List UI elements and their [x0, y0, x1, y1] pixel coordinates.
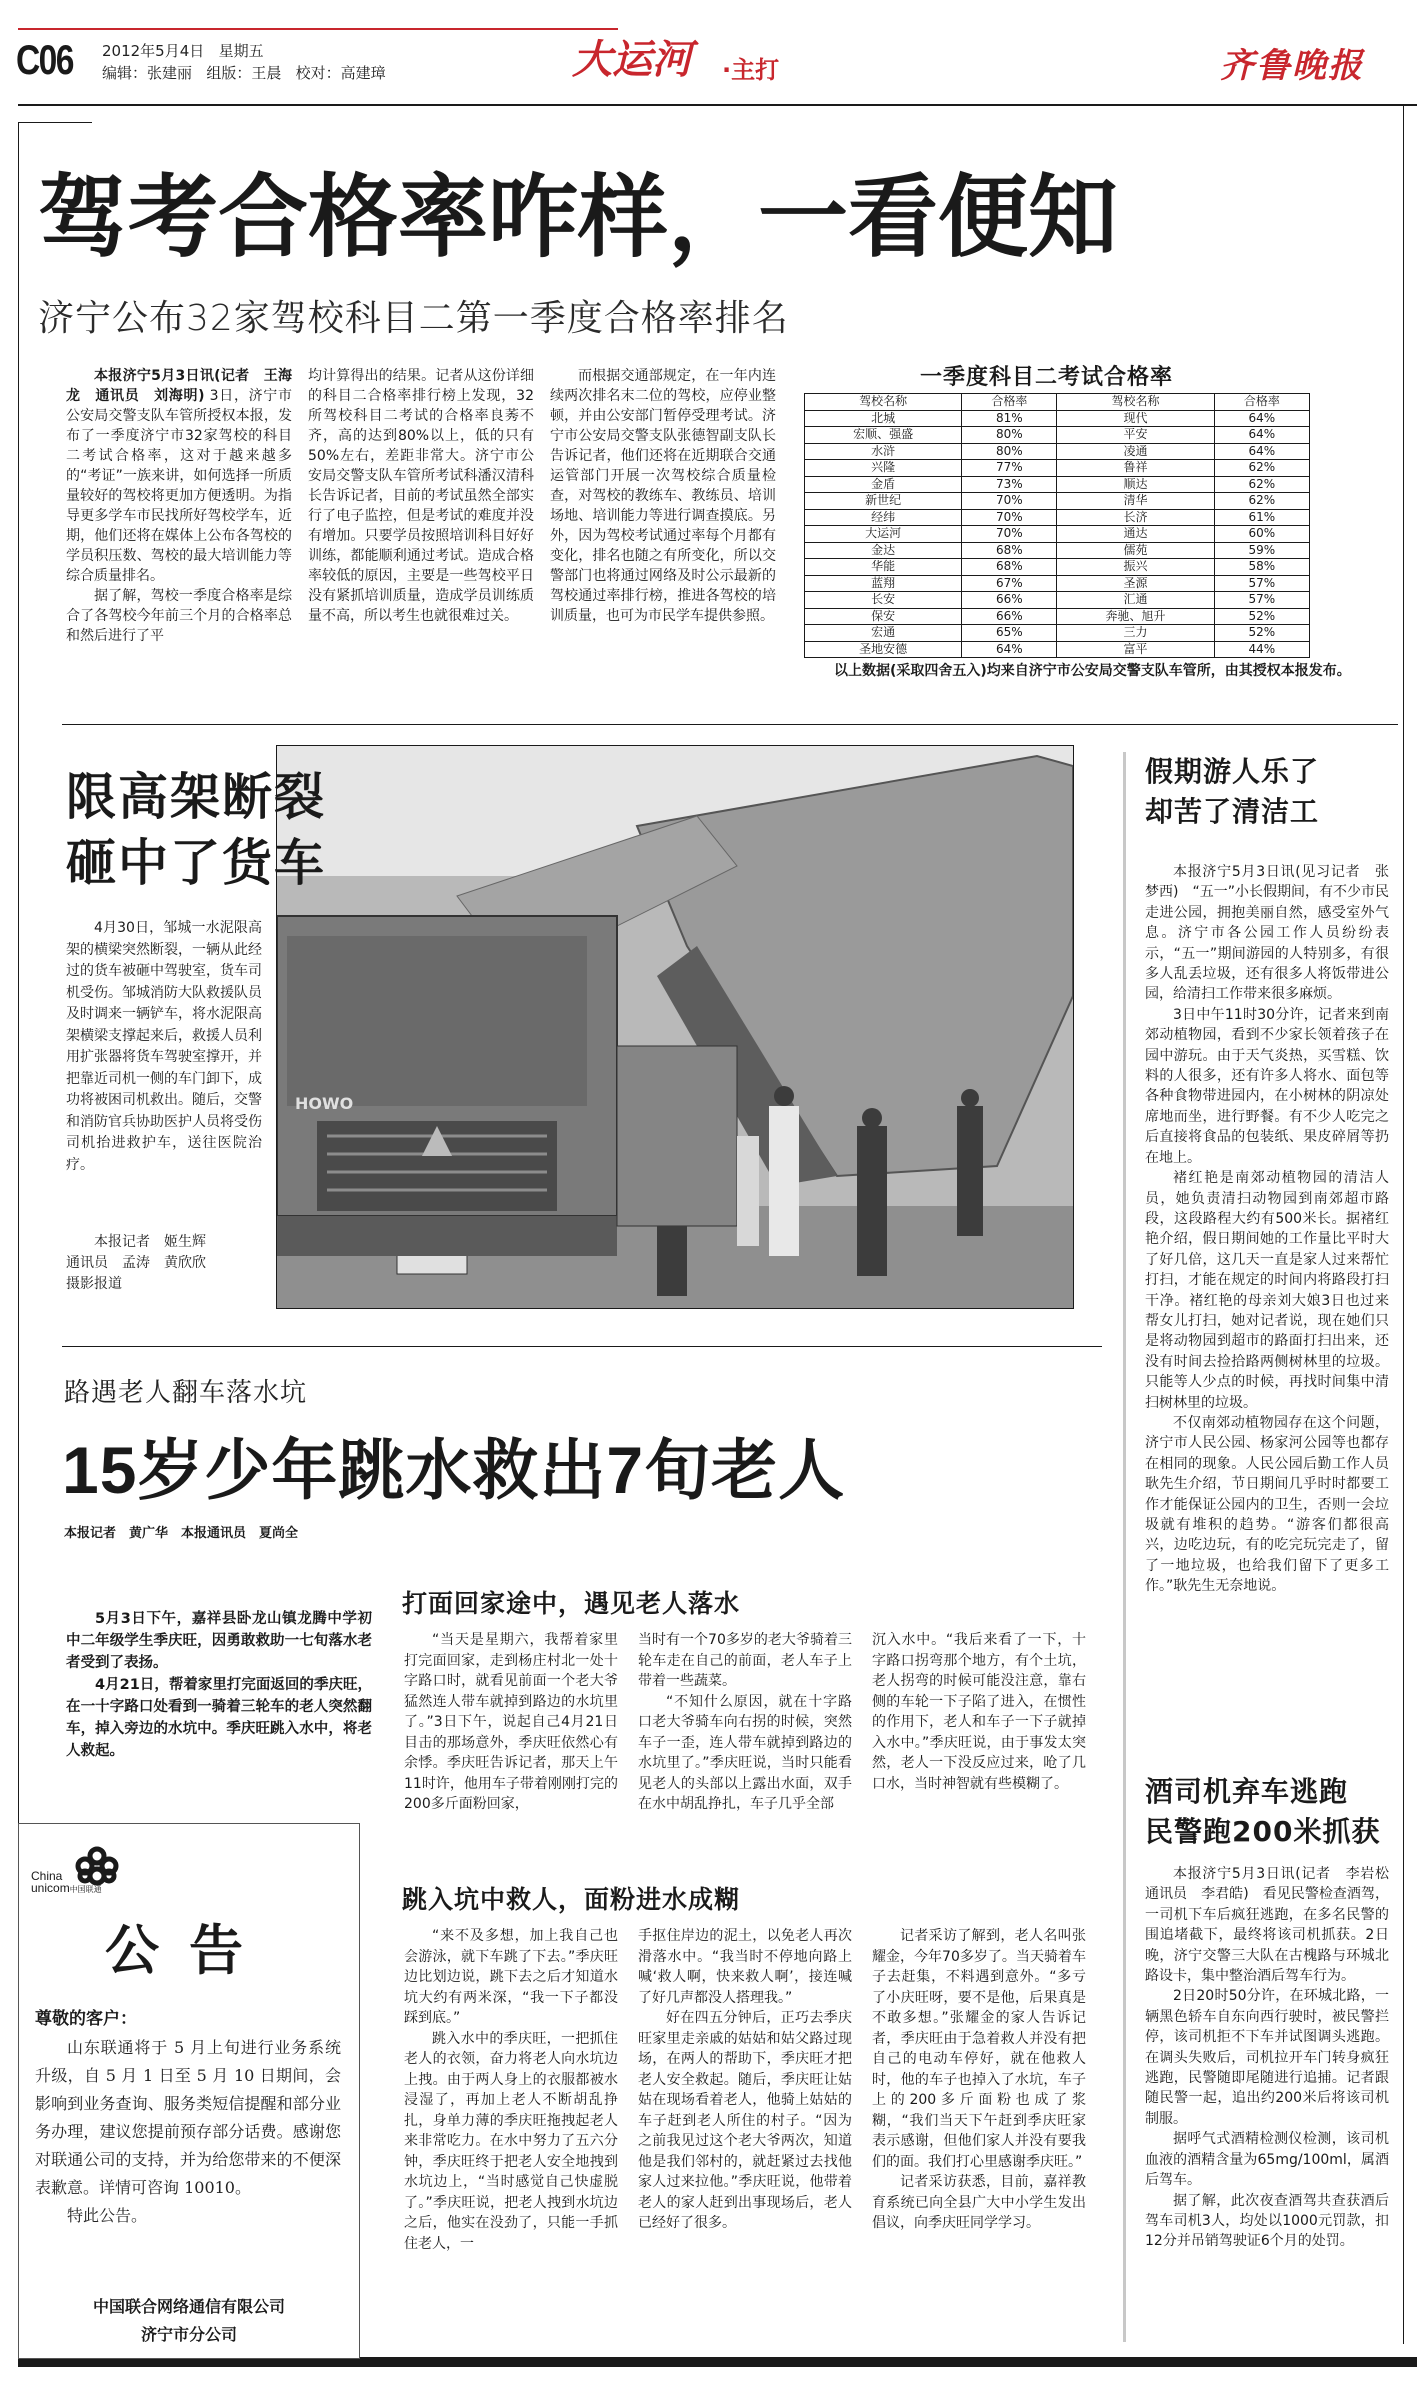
pass-rate-cell: 62%	[1214, 493, 1309, 510]
school-name-cell: 新世纪	[805, 493, 962, 510]
lead-paragraph: 而根据交通部规定，在一年内连续两次排名末二位的驾校，应停业整顿，并由公安部门暂停受理考试。济宁市公安局交警支队张德智副支队长告诉记者，他们还将在近期联合交通运管部门开展一次驾校综合质量检查，对驾校的教练车、教练员、培训场地、培训能力等进行调查摸底。另外，因为驾校考试通过率每个月都有变化，排名也随之有所变化，所以交警部门也将通过网络及时公示最新的驾校通过率排行榜，推进各驾校的培训质量，也可为市民学车提供参照。	[550, 368, 776, 624]
rescue-headline: 15岁少年跳水救出7旬老人	[62, 1433, 846, 1507]
section-divider	[62, 1346, 1102, 1347]
rescue-kicker: 路遇老人翻车落水坑	[64, 1378, 308, 1408]
truck-story-body: 4月30日，邹城一水泥限高架的横梁突然断裂，一辆从此经过的货车被砸中驾驶室，货车司机受伤。邹城消防大队救援队员及时调来一辆铲车，将水泥限高架横梁支撑起来后，救援人员利用扩张器将货车驾驶室撑开，并把靠近司机一侧的车门卸下，成功将被困司机救出。随后，交警和消防官兵协助医护人员将受伤司机抬进救护车，送往医院治疗。	[66, 920, 262, 1173]
school-name-cell: 保安	[805, 608, 962, 625]
sidebar-story1-headline: 假期游人乐了 却苦了清洁工	[1145, 755, 1320, 828]
school-name-cell: 经纬	[805, 509, 962, 526]
column-paragraph: “当天是星期六，我帮着家里打完面回家，走到杨庄村北一处十字路口时，就看见前面一个老大爷猛然连人带车就掉到路边的水坑里了。”3日下午，说起自己4月21日目击的那场意外，季庆旺依然心有余悸。季庆旺告诉记者，那天上午11时许，他用车子带着刚刚打完的200多斤面粉回家，	[404, 1632, 618, 1812]
school-name-cell: 奔驰、旭升	[1057, 608, 1214, 625]
notice-title: 公告	[105, 1918, 273, 1982]
table-row	[805, 608, 1310, 625]
school-name-cell: 汇通	[1057, 592, 1214, 609]
lead-headline: 驾考合格率咋样，一看便知	[38, 168, 1118, 268]
rescue-section2-title: 跳入坑中救人，面粉进水成糊	[402, 1885, 741, 1914]
pass-rate-cell: 77%	[962, 460, 1057, 477]
lead-paragraph: 本报济宁5月3日讯(记者 王海龙 通讯员 刘海明) 3日，济宁市公安局交警支队车管所授权本报，发布了一季度济宁市32家驾校的科目二考试合格率，这对于越来越多的“考证”一族来讲，如何选择一所质量较好的驾校将更加方便透明。为指导更多学车市民找所好驾校学车，近期，他们还将在媒体上公布各驾校的学员积压数、驾校的最大培训能力等综合质量排名。	[66, 368, 292, 584]
school-name-cell: 蓝翔	[805, 575, 962, 592]
school-name-cell: 圣地安德	[805, 641, 962, 658]
school-name-cell: 宏通	[805, 625, 962, 642]
lead-byline: 本报济宁5月3日讯(记者 王海龙 通讯员 刘海明)	[66, 368, 292, 404]
school-name-cell: 宏顺、强盛	[805, 427, 962, 444]
frame-cap-rule	[18, 122, 92, 123]
pass-rate-cell: 64%	[962, 641, 1057, 658]
column-paragraph: 手抠住岸边的泥土，以免老人再次滑落水中。“我当时不停地向路上喊‘救人啊，快来救人啊’，接连喊了好几声都没人搭理我。”	[638, 1928, 852, 2006]
pass-rate-cell: 62%	[1214, 476, 1309, 493]
school-name-cell: 金盾	[805, 476, 962, 493]
pass-rate-cell: 57%	[1214, 575, 1309, 592]
pass-rate-cell: 61%	[1214, 509, 1309, 526]
school-name-cell: 鲁祥	[1057, 460, 1214, 477]
rescue-s2-column-3	[872, 1926, 1086, 2234]
table-row	[805, 410, 1310, 427]
page-number: C06	[16, 36, 73, 83]
school-name-cell: 顺达	[1057, 476, 1214, 493]
pass-rate-cell: 52%	[1214, 625, 1309, 642]
rescue-lede: 5月3日下午，嘉祥县卧龙山镇龙腾中学初中二年级学生季庆旺，因勇敢救助一七旬落水老者受到了表扬。 4月21日，帮着家里打完面返回的季庆旺，在一十字路口处看到一骑着三轮车的老人突然翻车，掉入旁边的水坑中。季庆旺跳入水中，将老人救起。	[66, 1611, 372, 1759]
table-header: 驾校名称	[1057, 394, 1214, 411]
school-name-cell: 北城	[805, 410, 962, 427]
truck-photo-illustration	[277, 746, 1073, 1308]
lead-column-1	[66, 366, 292, 646]
table-header: 驾校名称	[805, 394, 962, 411]
layout-editor: 组版：王晨	[206, 64, 282, 82]
editor: 编辑：张建丽	[102, 64, 193, 82]
table-row	[805, 476, 1310, 493]
newspaper-logo: 齐鲁晚报	[1220, 46, 1364, 86]
column-paragraph: 好在四五分钟后，正巧去季庆旺家里走亲戚的姑姑和姑父路过现场，在两人的帮助下，季庆旺才把老人安全救起。随后，季庆旺让姑姑在现场看着老人，他骑上姑姑的车子赶到老人所住的村子。“因为之前我见过这个老大爷两次，知道他是我们邻村的，就赶紧过去找他家人过来拉他。”季庆旺说，他带着老人的家人赶到出事现场后，老人已经好了很多。	[638, 2010, 852, 2231]
notice-body: 山东联通将于 5 月上旬进行业务系统升级，自 5 月 1 日至 5 月 10 日期间，会影响到业务查询、服务类短信提醒和部分业务办理，建议您提前预存部分话费。感谢您对联通公司的支持，并为给您带来的不便深表歉意。详情可咨询 10010。 特此公告。	[35, 2038, 341, 2225]
notice-greeting: 尊敬的客户：	[35, 2009, 137, 2029]
pass-rate-cell: 62%	[1214, 460, 1309, 477]
table-row	[805, 592, 1310, 609]
frame-right-rule	[1403, 104, 1404, 2344]
sidebar-story2-body: 本报济宁5月3日讯(记者 李岩松 通讯员 李君皓) 看见民警检查酒驾，一司机下车后疯狂逃跑，在多名民警的围追堵截下，最终将该司机抓获。2日晚，济宁交警三大队在古槐路与环城北路设卡，集中整治酒后驾车行为。 2日20时50分许，在环城北路，一辆黑色轿车自东向西行驶时，被民警拦停，该司机拒不下车并试图调头逃跑。在调头失败后，司机拉开车门转身疯狂逃跑，民警随即尾随进行追捕。记者跟随民警一起，追出约200米后将该司机制服。 据呼气式酒精检测仪检测，该司机血液的酒精含量为65mg/100ml，属酒后驾车。 据了解，此次夜查酒驾共查获酒后驾车司机3人，均处以1000元罚款，扣12分并吊销驾驶证6个月的处罚。	[1145, 1866, 1403, 2250]
china-unicom-logo	[31, 1842, 141, 1902]
pass-rate-cell: 80%	[962, 427, 1057, 444]
pass-rate-cell: 70%	[962, 493, 1057, 510]
pass-rate-cell: 60%	[1214, 526, 1309, 543]
table-note: 以上数据(采取四舍五入)均来自济宁市公安局交警支队车管所，由其授权本报发布。	[834, 663, 1351, 679]
school-name-cell: 水浒	[805, 443, 962, 460]
table-title: 一季度科目二考试合格率	[920, 365, 1174, 390]
truck-story-credit: 本报记者 姬生辉 通讯员 孟涛 黄欣欣 摄影报道	[66, 1234, 206, 1292]
rescue-s2-column-2	[638, 1926, 852, 2234]
table-row	[805, 575, 1310, 592]
column-paragraph: 记者采访了解到，老人名叫张耀金，今年70多岁了。当天骑着车子去赶集，不料遇到意外。“多亏了小庆旺呀，要不是他，后果真是不敢多想。”张耀金的家人告诉记者，季庆旺由于急着救人并没有把自己的电动车停好，就在他救人时，他的车子也掉入了水坑，车子上的200多斤面粉也成了浆糊，“我们当天下午赶到季庆旺家表示感谢，但他们家人并没有要我们的面。我们打心里感谢季庆旺。”	[872, 1928, 1086, 2170]
table-row	[805, 460, 1310, 477]
school-name-cell: 华能	[805, 559, 962, 576]
pass-rate-cell: 44%	[1214, 641, 1309, 658]
table-row	[805, 443, 1310, 460]
pass-rate-cell: 64%	[1214, 443, 1309, 460]
pass-rate-cell: 66%	[962, 608, 1057, 625]
pass-rate-cell: 70%	[962, 509, 1057, 526]
staff-credits	[102, 64, 386, 82]
table-row	[805, 641, 1310, 658]
school-name-cell: 大运河	[805, 526, 962, 543]
school-name-cell: 清华	[1057, 493, 1214, 510]
table-header: 合格率	[1214, 394, 1309, 411]
school-name-cell: 现代	[1057, 410, 1214, 427]
rescue-s1-column-3	[872, 1630, 1086, 1794]
unicom-logo-text: China unicom中国联通	[31, 1869, 102, 1895]
table-row	[805, 559, 1310, 576]
column-paragraph: 跳入水中的季庆旺，一把抓住老人的衣领，奋力将老人向水坑边上拽。由于两人身上的衣服都被水浸湿了，再加上老人不断胡乱挣扎，身单力薄的季庆旺拖拽起老人来非常吃力。在水中努力了五六分钟，季庆旺终于把老人安全地拽到水坑边上，“当时感觉自己快虚脱了。”季庆旺说，把老人拽到水坑边之后，他实在没劲了，只能一手抓住老人，一	[404, 2030, 618, 2252]
pass-rate-cell: 59%	[1214, 542, 1309, 559]
school-name-cell: 长济	[1057, 509, 1214, 526]
pass-rate-cell: 66%	[962, 592, 1057, 609]
school-name-cell: 凌通	[1057, 443, 1214, 460]
masthead-red-rule	[18, 28, 618, 30]
notice-signature-company: 中国联合网络通信有限公司	[92, 2297, 285, 2316]
column-paragraph: 沉入水中。“我后来看了一下，十字路口拐弯那个地方，有个土坑，老人拐弯的时候可能没注意，靠右侧的车轮一下子陷了进入，在惯性的作用下，老人和车子一下子就掉入水中。”季庆旺说，由于事发太突然，老人一下没反应过来，呛了几口水，当时神智就有些模糊了。	[872, 1632, 1086, 1792]
masthead-rule	[18, 104, 1417, 106]
table-row	[805, 625, 1310, 642]
section-brand: 大运河	[572, 38, 692, 82]
sidebar-story1-body: 本报济宁5月3日讯(见习记者 张梦西) “五一”小长假期间，有不少市民走进公园，拥抱美丽自然，感受室外气息。济宁市各公园工作人员纷纷表示，“五一”期间游园的人特别多，有很多人乱丢垃圾，还有很多人将饭带进公园，给清扫工作带来很多麻烦。 3日中午11时30分许，记者来到南郊动植物园，看到不少家长领着孩子在园中游玩。由于天气炎热，买雪糕、饮料的人很多，还有许多人将水、面包等各种食物带进园内，在小树林的阴凉处席地而坐，进行野餐。有不少人吃完之后直接将食品的包装纸、果皮碎屑等扔在地上。 褚红艳是南郊动植物园的清洁人员，她负责清扫动物园到南郊超市路段，这段路程大约有500米长。据褚红艳介绍，假日期间她的工作量比平时大了好几倍，这几天一直是家人过来帮忙打扫，才能在规定的时间内将路段打扫干净。褚红艳的母亲刘大娘3日也过来帮女儿打扫，她对记者说，现在她们只是将动物园到超市的路面打扫出来，还没有时间去捡拾路两侧树林里的垃圾。只能等人少点的时候，再找时间集中清扫树林里的垃圾。 不仅南郊动植物园存在这个问题，济宁市人民公园、杨家河公园等也都存在相同的现象。人民公园后勤工作人员耿先生介绍，节日期间几乎时时都要工作才能保证公园内的卫生，否则一会垃圾就有堆积的趋势。“游客们都很高兴，边吃边玩，有的吃完玩完走了，留了一地垃圾，也给我们留下了更多工作。”耿先生无奈地说。	[1145, 864, 1389, 1595]
pass-rate-cell: 65%	[962, 625, 1057, 642]
school-name-cell: 通达	[1057, 526, 1214, 543]
news-photo-truck-accident	[276, 745, 1074, 1309]
proofreader: 校对：高建璋	[295, 64, 386, 82]
school-name-cell: 富平	[1057, 641, 1214, 658]
school-name-cell: 兴隆	[805, 460, 962, 477]
section-divider	[62, 724, 1398, 725]
school-name-cell: 儒苑	[1057, 542, 1214, 559]
truck-brand-text: HOWO	[295, 1094, 354, 1113]
pass-rate-cell: 58%	[1214, 559, 1309, 576]
pass-rate-cell: 67%	[962, 575, 1057, 592]
notice-signature-branch: 济宁市分公司	[140, 2325, 237, 2344]
pass-rate-cell: 81%	[962, 410, 1057, 427]
pass-rate-table	[804, 393, 1310, 658]
truck-headline: 限高架断裂 砸中了货车	[66, 769, 326, 891]
pass-rate-cell: 70%	[962, 526, 1057, 543]
table-row	[805, 509, 1310, 526]
school-name-cell: 圣源	[1057, 575, 1214, 592]
pass-rate-cell: 80%	[962, 443, 1057, 460]
table-row	[805, 526, 1310, 543]
pass-rate-cell: 73%	[962, 476, 1057, 493]
sidebar-rule	[1123, 752, 1126, 2342]
rescue-section1-title: 打面回家途中，遇见老人落水	[402, 1589, 741, 1618]
table-row	[805, 542, 1310, 559]
table-row	[805, 493, 1310, 510]
column-paragraph: 记者采访获悉，目前，嘉祥教育系统已向全县广大中小学生发出倡议，向季庆旺同学学习。	[872, 2174, 1086, 2231]
column-paragraph: “来不及多想，加上我自己也会游泳，就下车跳了下去。”季庆旺边比划边说，跳下去之后才知道水坑大约有两米深，“我一下子都没踩到底。”	[404, 1928, 618, 2026]
pass-rate-cell: 68%	[962, 542, 1057, 559]
unicom-notice-ad	[18, 1823, 360, 2359]
school-name-cell: 金达	[805, 542, 962, 559]
table-header-row	[805, 394, 1310, 411]
issue-date: 2012年5月4日	[102, 42, 205, 60]
rescue-byline: 本报记者 黄广华 本报通讯员 夏尚全	[64, 1526, 299, 1541]
lead-column-3	[550, 366, 776, 626]
pass-rate-cell: 52%	[1214, 608, 1309, 625]
section-subtitle: ·主打	[722, 56, 780, 84]
rescue-s1-column-1	[404, 1630, 618, 1815]
pass-rate-cell: 64%	[1214, 410, 1309, 427]
pass-rate-cell: 68%	[962, 559, 1057, 576]
rescue-s1-column-2	[638, 1630, 852, 1815]
dateline	[102, 42, 264, 60]
table-body	[805, 410, 1310, 658]
sidebar-story2-headline: 酒司机弃车逃跑 民警跑200米抓获	[1145, 1775, 1381, 1848]
school-name-cell: 平安	[1057, 427, 1214, 444]
rescue-s2-column-1	[404, 1926, 618, 2254]
table-row	[805, 427, 1310, 444]
lead-column-2	[308, 366, 534, 626]
school-name-cell: 长安	[805, 592, 962, 609]
lead-paragraph: 据了解，驾校一季度合格率是综合了各驾校今年前三个月的合格率总和然后进行了平	[66, 588, 292, 644]
school-name-cell: 振兴	[1057, 559, 1214, 576]
issue-weekday: 星期五	[218, 42, 264, 60]
school-name-cell: 三力	[1057, 625, 1214, 642]
pass-rate-cell: 64%	[1214, 427, 1309, 444]
column-paragraph: 当时有一个70多岁的老大爷骑着三轮车走在自己的前面，老人车子上带着一些蔬菜。	[638, 1632, 852, 1689]
table-header: 合格率	[962, 394, 1057, 411]
column-paragraph: “不知什么原因，就在十字路口老大爷骑车向右拐的时候，突然车子一歪，连人带车就掉到路边的水坑里了。”季庆旺说，当时只能看见老人的头部以上露出水面，双手在水中胡乱挣扎，车子几乎全部	[638, 1693, 852, 1812]
lead-paragraph: 均计算得出的结果。记者从这份详细的科目二合格率排行榜上发现，32所驾校科目二考试的合格率良莠不齐，高的达到80%以上，低的只有50%左右，差距非常大。济宁市公安局交警支队车管所考试科潘汉清科长告诉记者，目前的考试虽然全部实行了电子监控，但是考试的难度并没有增加。只要学员按照培训科目好好训练，都能顺利通过考试。造成合格率较低的原因，主要是一些驾校平日没有紧抓培训质量，造成学员训练质量不高，所以考生也就很难过关。	[308, 368, 534, 624]
lead-subhead: 济宁公布32家驾校科目二第一季度合格率排名	[38, 298, 789, 339]
pass-rate-cell: 57%	[1214, 592, 1309, 609]
